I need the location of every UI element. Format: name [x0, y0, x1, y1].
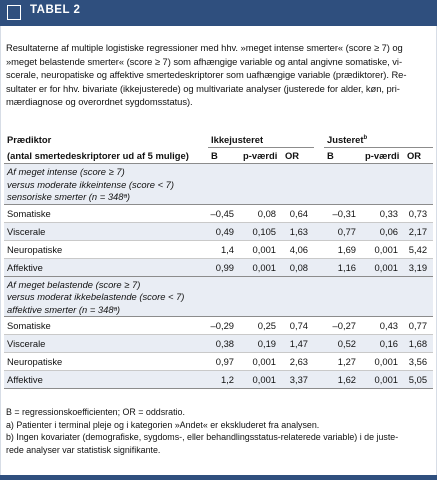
table-cell: 0,06 [362, 222, 404, 240]
table-title: TABEL 2 [30, 4, 81, 16]
col-or: OR [282, 148, 314, 164]
table-cell: 0,64 [282, 204, 314, 222]
table-cell: 0,16 [362, 335, 404, 353]
table-cell: 0,001 [240, 353, 282, 371]
col-b: B [208, 148, 240, 164]
intro-line: Resultaterne af multiple logistiske regressioner med hhv. »meget intense smerter« (score ≥ 7) og [6, 42, 403, 53]
table-cell: 1,62 [324, 371, 362, 389]
footnote-line: b) Ingen kovariater (demografiske, sygdoms-, eller behandlingsstatus-relaterede variable) i de juste- [6, 432, 399, 443]
predictor-name: Viscerale [4, 335, 208, 353]
table-cell: 0,25 [240, 317, 282, 335]
predictor-name: Affektive [4, 371, 208, 389]
section-label-row [4, 179, 433, 192]
footnote-marker: b [363, 134, 368, 141]
table-cell: 0,33 [362, 204, 404, 222]
table-cell: –0,31 [324, 204, 362, 222]
footnotes [6, 406, 434, 456]
table-cell: 5,05 [404, 371, 433, 389]
intro-line: scerale, neuropatiske og affektive smertedeskriptorer som uafhængige variable (prædiktorer). Re- [6, 69, 407, 80]
table-cell: 0,001 [240, 371, 282, 389]
table-cell: 0,38 [208, 335, 240, 353]
table-cell: 3,37 [282, 371, 314, 389]
table-cell: 1,27 [324, 353, 362, 371]
section-label-row [4, 164, 433, 179]
col-p-adj: p-værdi [362, 148, 404, 164]
table-cell: 1,69 [324, 240, 362, 258]
table-cell: 1,2 [208, 371, 240, 389]
footnote-line: B = regressionskoefficienten; OR = oddsratio. [6, 407, 185, 417]
table-cell: 0,49 [208, 222, 240, 240]
table-cell: 0,001 [362, 258, 404, 276]
table-cell: 0,52 [324, 335, 362, 353]
col-predictor-header: Prædiktor [7, 134, 52, 146]
predictor-name: Neuropatiske [4, 353, 208, 371]
table-cell: –0,45 [208, 204, 240, 222]
table-cell: 0,105 [240, 222, 282, 240]
table-cell: 0,74 [282, 317, 314, 335]
section-label: Af meget belastende (score ≥ 7) [4, 276, 433, 291]
intro-line: sultater er for hhv. bivariate (ikkejusterede) og multivariate analyser (justerede for alder, køn, pri- [6, 82, 400, 94]
col-p: p-værdi [240, 148, 282, 164]
predictor-name: Somatiske [4, 204, 208, 222]
results-table [4, 133, 433, 389]
table-cell: 0,77 [324, 222, 362, 240]
table-cell: 5,42 [404, 240, 433, 258]
table-cell: 0,001 [362, 371, 404, 389]
table-cell: 3,56 [404, 353, 433, 371]
table-row [4, 204, 433, 222]
table-row [4, 371, 433, 389]
table-row [4, 335, 433, 353]
header-row-columns [4, 148, 433, 164]
table-cell: 1,63 [282, 222, 314, 240]
col-predictor-subheader: (antal smertedeskriptorer ud af 5 mulige) [7, 149, 189, 161]
footnote-line: rede analyser var statistisk signifikante. [6, 444, 161, 455]
table-cell: 1,16 [324, 258, 362, 276]
intro-line: »meget belastende smerter« (score ≥ 7) som afhængige variable og antal angivne somatiske, vi- [6, 55, 403, 67]
footnote-line: a) Patienter i terminal pleje og i kategorien »Andet« er ekskluderet fra analysen. [6, 419, 320, 430]
table-cell: 0,001 [362, 240, 404, 258]
table-cell: 1,4 [208, 240, 240, 258]
group-adjusted-label: Justeret [327, 134, 364, 145]
table-cell: 0,19 [240, 335, 282, 353]
group-unadjusted-label: Ikkejusteret [211, 134, 264, 145]
table-row [4, 240, 433, 258]
table-row [4, 258, 433, 276]
header-row-groups [4, 133, 433, 148]
section-label: Af meget intense (score ≥ 7) [4, 164, 433, 179]
table-cell: 0,77 [404, 317, 433, 335]
table-row [4, 353, 433, 371]
predictor-name: Viscerale [4, 222, 208, 240]
section-label: affektive smerter (n = 348ᵃ) [4, 304, 433, 317]
section-label-row [4, 191, 433, 204]
table-cell: –0,27 [324, 317, 362, 335]
section-label-row [4, 291, 433, 304]
table-row [4, 222, 433, 240]
predictor-name: Affektive [4, 258, 208, 276]
table-cell: 1,68 [404, 335, 433, 353]
section-label: versus moderat ikkebelastende (score < 7) [4, 291, 433, 304]
table-cell: 3,19 [404, 258, 433, 276]
section-label-row [4, 304, 433, 317]
table-cell: 0,08 [282, 258, 314, 276]
table-cell: 0,97 [208, 353, 240, 371]
table-cell: 0,08 [240, 204, 282, 222]
table-row [4, 317, 433, 335]
group-adjusted-header [324, 133, 433, 148]
section-label: sensoriske smerter (n = 348ᵃ) [4, 191, 433, 204]
predictor-name: Neuropatiske [4, 240, 208, 258]
group-unadjusted-header [208, 133, 314, 148]
table-cell: 0,001 [362, 353, 404, 371]
col-or-adj: OR [404, 148, 433, 164]
predictor-name: Somatiske [4, 317, 208, 335]
col-b-adj: B [324, 148, 362, 164]
table-cell: 0,001 [240, 258, 282, 276]
section-label: versus moderate ikkeintense (score < 7) [4, 179, 433, 192]
table-cell: 0,73 [404, 204, 433, 222]
table-cell: 2,17 [404, 222, 433, 240]
table-body [4, 164, 433, 390]
table-cell: –0,29 [208, 317, 240, 335]
table-cell: 0,43 [362, 317, 404, 335]
table-cell: 2,63 [282, 353, 314, 371]
section-label-row [4, 276, 433, 291]
table-cell: 0,001 [240, 240, 282, 258]
intro-text [6, 41, 433, 109]
table-cell: 4,06 [282, 240, 314, 258]
bottom-bar [0, 475, 437, 480]
table-cell: 1,47 [282, 335, 314, 353]
table-header-bar [0, 0, 437, 26]
square-icon [7, 5, 21, 20]
intro-line: mærdiagnose og overordnet sygdomsstatus). [6, 96, 193, 107]
table-cell: 0,99 [208, 258, 240, 276]
